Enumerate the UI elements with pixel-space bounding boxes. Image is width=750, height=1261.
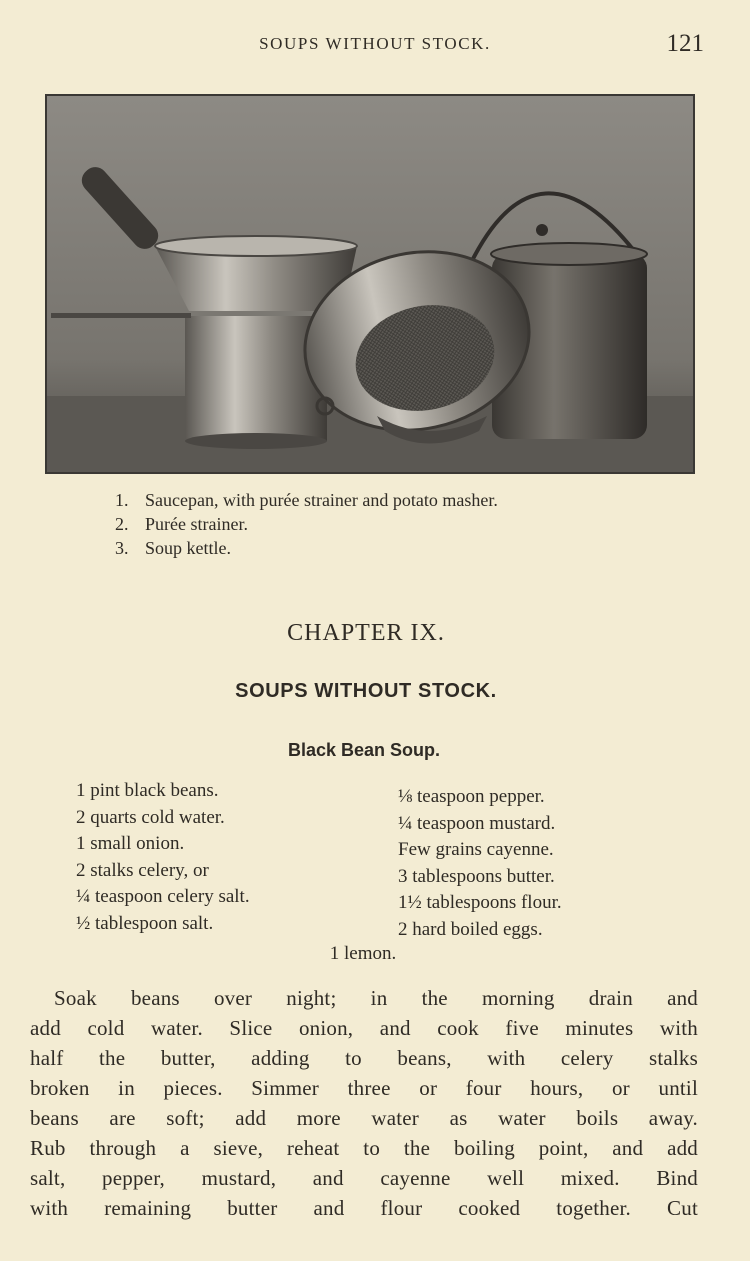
ingredient-item: ¼ teaspoon mustard. bbox=[398, 812, 556, 834]
ingredient-item-centered: 1 lemon. bbox=[329, 943, 397, 964]
ingredient-item: ½ tablespoon salt. bbox=[76, 912, 214, 934]
ingredients-left-column bbox=[76, 778, 376, 937]
instruction-line: with remaining butter and flour cooked together. Cut bbox=[30, 1196, 698, 1220]
running-header bbox=[0, 30, 750, 62]
instruction-line: add cold water. Slice onion, and cook five minutes with bbox=[30, 1016, 698, 1040]
caption-item bbox=[115, 536, 675, 560]
ingredients-right-column bbox=[398, 784, 698, 943]
caption-text: Purée strainer. bbox=[145, 514, 248, 534]
caption-number: 3. bbox=[115, 538, 129, 558]
running-title: SOUPS WITHOUT STOCK. bbox=[259, 34, 491, 53]
instruction-line: broken in pieces. Simmer three or four hours, or until bbox=[30, 1076, 698, 1100]
cookware-photo bbox=[47, 96, 693, 472]
caption-number: 2. bbox=[115, 514, 129, 534]
caption-number: 1. bbox=[115, 490, 129, 510]
caption-text: Soup kettle. bbox=[145, 538, 231, 558]
recipe-instructions bbox=[30, 983, 698, 1223]
section-title: SOUPS WITHOUT STOCK. bbox=[235, 680, 497, 702]
ingredient-item: 1½ tablespoons flour. bbox=[398, 892, 562, 913]
instruction-line: half the butter, adding to beans, with celery stalks bbox=[30, 1046, 698, 1070]
figure-captions bbox=[115, 488, 675, 560]
page-number: 121 bbox=[666, 30, 704, 57]
ingredient-item: 2 hard boiled eggs. bbox=[398, 918, 543, 940]
cookware-illustration bbox=[45, 94, 695, 474]
instruction-line: Soak beans over night; in the morning drain and bbox=[54, 986, 698, 1010]
instruction-line: Rub through a sieve, reheat to the boiling point, and add bbox=[30, 1136, 698, 1160]
ingredient-item: ¼ teaspoon celery salt. bbox=[76, 886, 250, 907]
ingredient-item: 2 quarts cold water. bbox=[76, 806, 225, 828]
ingredient-item: Few grains cayenne. bbox=[398, 839, 554, 860]
caption-item bbox=[115, 488, 675, 512]
chapter-title: CHAPTER IX. bbox=[287, 620, 445, 646]
recipe-title: Black Bean Soup. bbox=[287, 740, 441, 760]
caption-item bbox=[115, 512, 675, 536]
instruction-line: beans are soft; add more water as water boils away. bbox=[30, 1106, 698, 1130]
ingredient-item: 3 tablespoons butter. bbox=[398, 865, 555, 887]
ingredient-item: 1 small onion. bbox=[76, 833, 185, 854]
caption-text: Saucepan, with purée strainer and potato masher. bbox=[145, 490, 498, 510]
ingredient-item: 1 pint black beans. bbox=[76, 780, 219, 801]
instruction-line: salt, pepper, mustard, and cayenne well mixed. Bind bbox=[30, 1166, 698, 1190]
ingredient-item: ⅛ teaspoon pepper. bbox=[398, 786, 545, 807]
ingredient-item: 2 stalks celery, or bbox=[76, 859, 209, 881]
